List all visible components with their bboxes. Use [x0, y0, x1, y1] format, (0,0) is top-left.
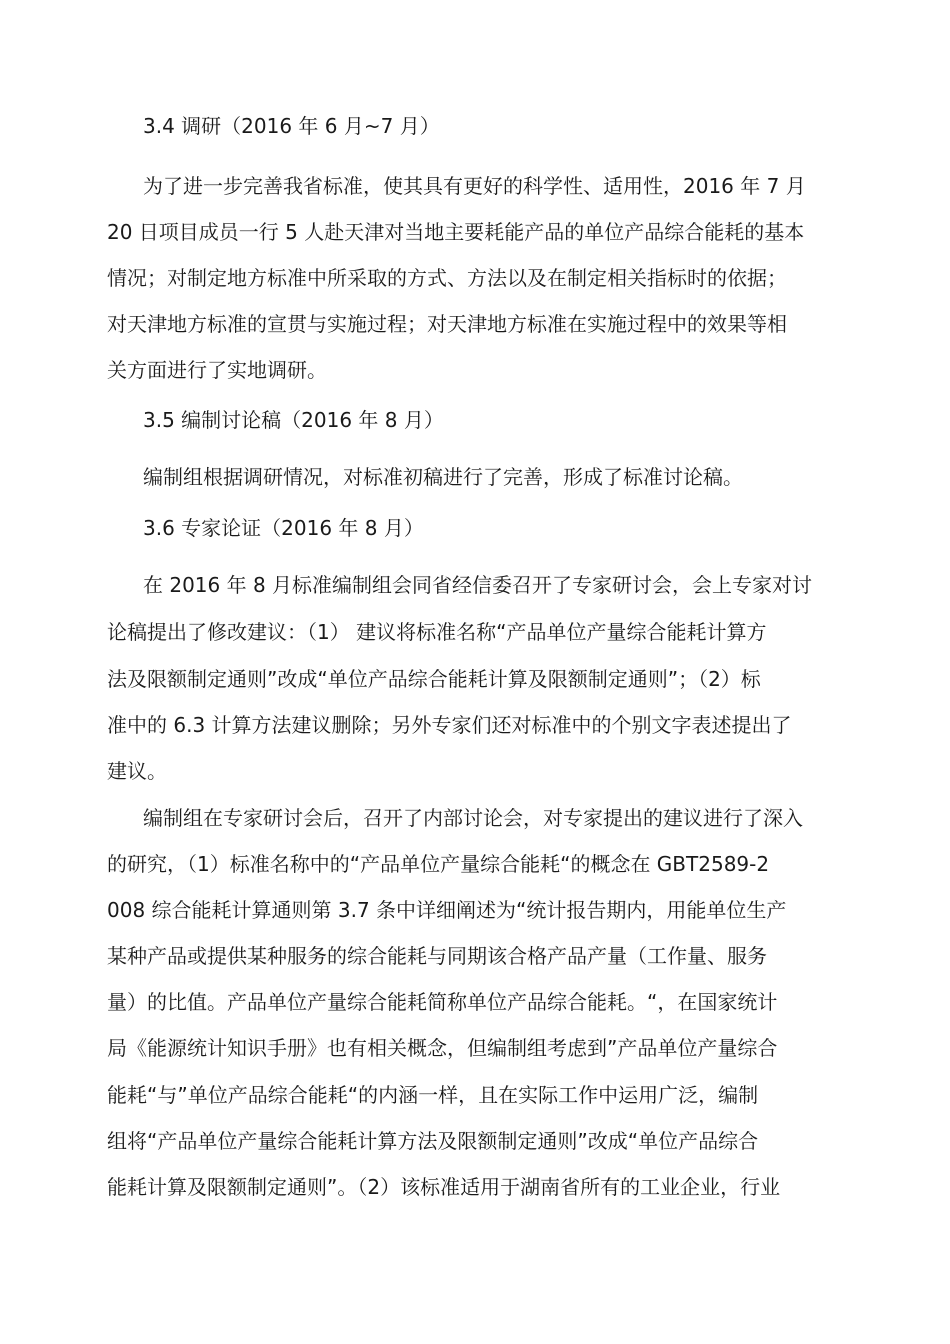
paragraph-line: 量）的比值。产品单位产量综合能耗简称单位产品综合能耗。“，在国家统计 — [107, 990, 778, 1014]
section-heading-3-5: 3.5 编制讨论稿（2016 年 8 月） — [143, 408, 444, 432]
paragraph-line: 关方面进行了实地调研。 — [107, 358, 327, 382]
paragraph-line: 情况；对制定地方标准中所采取的方式、方法以及在制定相关指标时的依据； — [107, 266, 787, 290]
paragraph-line: 论稿提出了修改建议：（1） 建议将标准名称“产品单位产量综合能耗计算方 — [107, 620, 767, 644]
paragraph-line: 局《能源统计知识手册》也有相关概念，但编制组考虑到”产品单位产量综合 — [107, 1036, 778, 1060]
paragraph-line: 008 综合能耗计算通则第 3.7 条中详细阐述为“统计报告期内，用能单位生产 — [107, 898, 787, 922]
paragraph-line: 为了进一步完善我省标准，使其具有更好的科学性、适用性，2016 年 7 月 — [143, 174, 806, 198]
paragraph-line: 在 2016 年 8 月标准编制组会同省经信委召开了专家研讨会，会上专家对讨 — [143, 573, 813, 597]
section-heading-3-4: 3.4 调研（2016 年 6 月~7 月） — [143, 114, 440, 138]
paragraph-line: 法及限额制定通则”改成“单位产品综合能耗计算及限额制定通则”；（2）标 — [107, 667, 761, 691]
paragraph-line: 某种产品或提供某种服务的综合能耗与同期该合格产品产量（工作量、服务 — [107, 944, 767, 968]
paragraph-line: 编制组在专家研讨会后，召开了内部讨论会，对专家提出的建议进行了深入 — [143, 806, 803, 830]
section-heading-3-6: 3.6 专家论证（2016 年 8 月） — [143, 516, 424, 540]
paragraph-line: 能耗计算及限额制定通则”。（2）该标准适用于湖南省所有的工业企业，行业 — [107, 1175, 781, 1199]
paragraph-line: 20 日项目成员一行 5 人赴天津对当地主要耗能产品的单位产品综合能耗的基本 — [107, 220, 805, 244]
paragraph-line: 对天津地方标准的宣贯与实施过程；对天津地方标准在实施过程中的效果等相 — [107, 312, 787, 336]
paragraph-line: 的研究，（1）标准名称中的“产品单位产量综合能耗“的概念在 GBT2589-2 — [107, 852, 770, 876]
paragraph-line: 组将“产品单位产量综合能耗计算方法及限额制定通则”改成“单位产品综合 — [107, 1129, 759, 1153]
paragraph-line: 建议。 — [107, 759, 167, 783]
paragraph-line: 准中的 6.3 计算方法建议删除；另外专家们还对标准中的个别文字表述提出了 — [107, 713, 792, 737]
paragraph-line: 能耗“与”单位产品综合能耗“的内涵一样，且在实际工作中运用广泛，编制 — [107, 1083, 759, 1107]
paragraph-line: 编制组根据调研情况，对标准初稿进行了完善，形成了标准讨论稿。 — [143, 465, 743, 489]
